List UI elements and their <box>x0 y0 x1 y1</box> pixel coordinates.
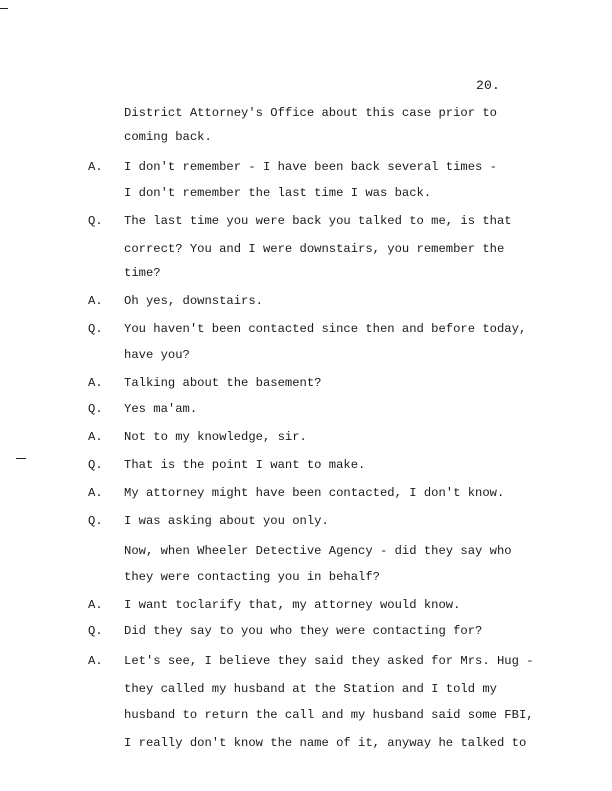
line-text: Now, when Wheeler Detective Agency - did they say who <box>124 544 512 558</box>
transcript-line <box>0 104 612 122</box>
speaker-label: Q. <box>88 458 103 472</box>
line-text: husband to return the call and my husband said some FBI, <box>124 708 534 722</box>
line-text: I really don't know the name of it, anyway he talked to <box>124 736 527 750</box>
transcript-line <box>0 706 612 724</box>
line-text: coming back. <box>124 130 212 144</box>
line-text: I don't remember - I have been back several times - <box>124 160 497 174</box>
line-text: My attorney might have been contacted, I don't know. <box>124 486 505 500</box>
speaker-label: A. <box>88 376 103 390</box>
transcript-line <box>0 320 612 338</box>
line-text: I don't remember the last time I was back. <box>124 186 432 200</box>
line-text: Let's see, I believe they said they asked for Mrs. Hug - <box>124 654 534 668</box>
line-text: they were contacting you in behalf? <box>124 570 380 584</box>
transcript-line <box>0 212 612 230</box>
transcript-line <box>0 292 612 310</box>
speaker-label: A. <box>88 598 103 612</box>
transcript-line <box>0 568 612 586</box>
transcript-line <box>0 184 612 202</box>
speaker-label: A. <box>88 486 103 500</box>
speaker-label: Q. <box>88 214 103 228</box>
transcript-line <box>0 484 612 502</box>
line-text: they called my husband at the Station and I told my <box>124 682 497 696</box>
speaker-label: A. <box>88 294 103 308</box>
line-text: Not to my knowledge, sir. <box>124 430 307 444</box>
transcript-line <box>0 542 612 560</box>
transcript-line <box>0 240 612 258</box>
page-number: 20. <box>476 78 501 93</box>
transcript-line <box>0 128 612 146</box>
speaker-label: A. <box>88 430 103 444</box>
transcript-line <box>0 400 612 418</box>
line-text: The last time you were back you talked to me, is that <box>124 214 512 228</box>
line-text: Talking about the basement? <box>124 376 322 390</box>
speaker-label: Q. <box>88 402 103 416</box>
transcript-line <box>0 374 612 392</box>
speaker-label: A. <box>88 654 103 668</box>
line-text: time? <box>124 266 161 280</box>
line-text: District Attorney's Office about this case prior to <box>124 106 497 120</box>
line-text: I want toclarify that, my attorney would know. <box>124 598 461 612</box>
transcript-line <box>0 346 612 364</box>
transcript-line <box>0 652 612 670</box>
speaker-label: Q. <box>88 514 103 528</box>
transcript-line <box>0 622 612 640</box>
line-text: Oh yes, downstairs. <box>124 294 263 308</box>
transcript-line <box>0 596 612 614</box>
line-text: Yes ma'am. <box>124 402 198 416</box>
transcript-line <box>0 734 612 752</box>
transcript-line <box>0 158 612 176</box>
line-text: That is the point I want to make. <box>124 458 366 472</box>
line-text: Did they say to you who they were contacting for? <box>124 624 483 638</box>
transcript-line <box>0 428 612 446</box>
line-text: have you? <box>124 348 190 362</box>
transcript-line <box>0 680 612 698</box>
speaker-label: A. <box>88 160 103 174</box>
transcript-line <box>0 456 612 474</box>
margin-mark <box>0 8 8 9</box>
speaker-label: Q. <box>88 322 103 336</box>
transcript-line <box>0 512 612 530</box>
line-text: correct? You and I were downstairs, you remember the <box>124 242 505 256</box>
speaker-label: Q. <box>88 624 103 638</box>
transcript-line <box>0 264 612 282</box>
line-text: I was asking about you only. <box>124 514 329 528</box>
line-text: You haven't been contacted since then and before today, <box>124 322 527 336</box>
